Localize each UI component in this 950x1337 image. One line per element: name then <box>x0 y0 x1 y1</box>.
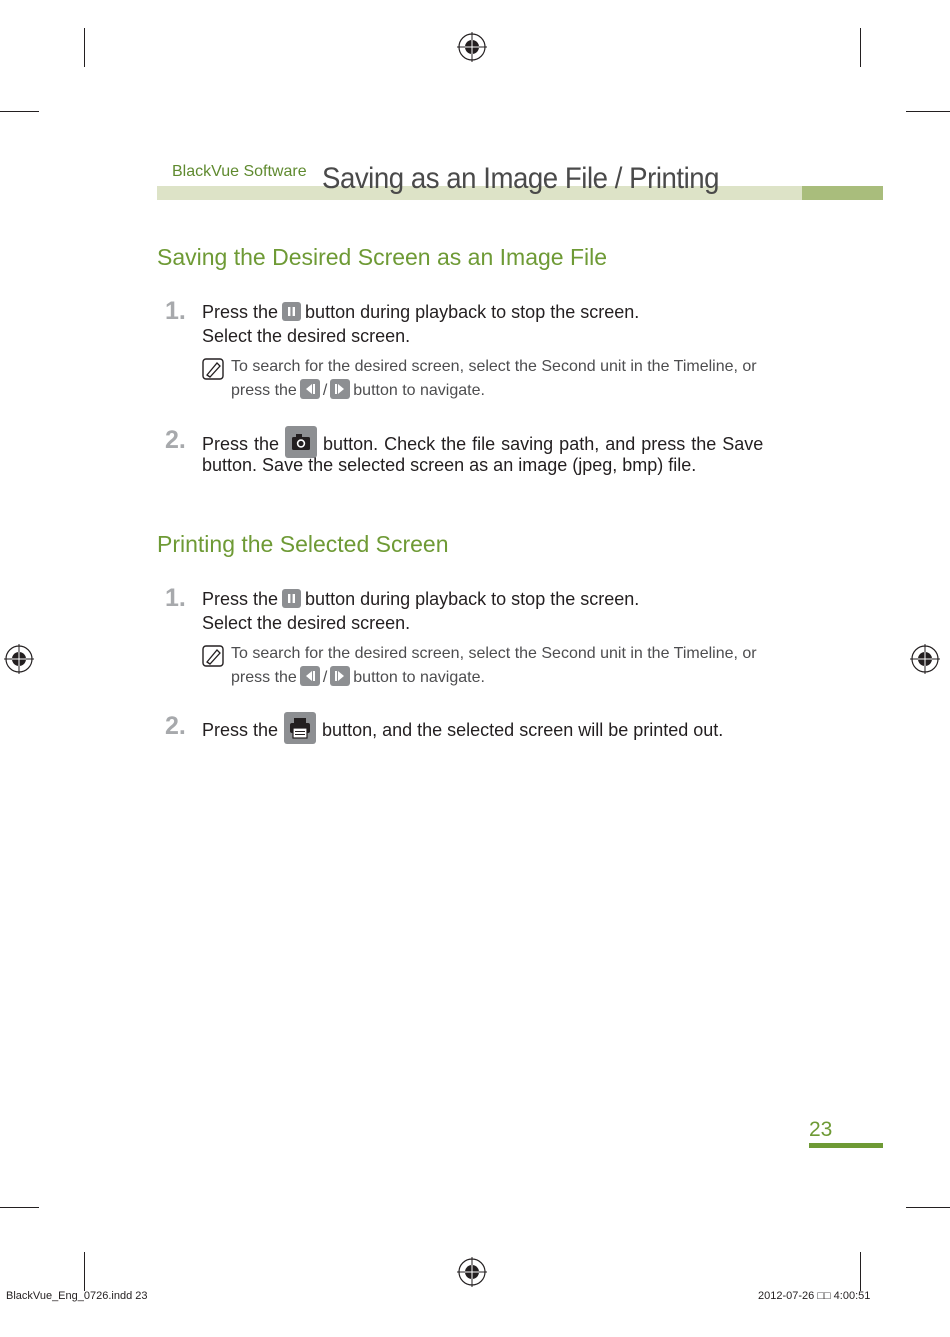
step-text-after: button during playback to stop the screen. <box>305 589 640 609</box>
page-number-bar <box>809 1143 883 1148</box>
crop-mark <box>0 111 39 112</box>
note-text-after: button to navigate. <box>353 669 485 686</box>
registration-mark-icon <box>910 644 940 674</box>
note-icon <box>202 358 224 380</box>
registration-mark-icon <box>457 32 487 62</box>
step-number: 1. <box>165 584 186 612</box>
step-number: 2. <box>165 712 186 740</box>
footer-file-info: BlackVue_Eng_0726.indd 23 <box>6 1290 148 1302</box>
step-text <box>202 587 639 611</box>
pause-icon <box>282 589 301 608</box>
note-slash: / <box>322 669 328 686</box>
note-text: To search for the desired screen, select the Second unit in the Timeline, or <box>231 645 757 662</box>
note-text-after: button to navigate. <box>353 382 485 399</box>
step-text-before: Press the <box>202 433 280 454</box>
step-number: 2. <box>165 426 186 454</box>
step-text-after: button, and the selected screen will be printed out. <box>322 719 724 740</box>
section-label: BlackVue Software <box>172 163 307 180</box>
registration-mark-icon <box>4 644 34 674</box>
registration-mark-icon <box>457 1257 487 1287</box>
note-text: To search for the desired screen, select the Second unit in the Timeline, or <box>231 358 757 375</box>
page-title: Saving as an Image File / Printing <box>322 162 720 195</box>
note-slash: / <box>322 382 328 399</box>
step-text <box>202 715 723 747</box>
section-heading: Saving the Desired Screen as an Image File <box>157 244 608 270</box>
step-forward-icon <box>330 379 350 399</box>
crop-mark <box>0 1207 39 1208</box>
step-text: button. Save the selected screen as an image (jpeg, bmp) file. <box>202 455 697 475</box>
note-icon <box>202 645 224 667</box>
page-number: 23 <box>809 1118 833 1141</box>
step-text-before: Press the <box>202 302 279 322</box>
note-text-before: press the <box>231 382 297 399</box>
crop-mark <box>84 1252 85 1291</box>
header-bar-accent <box>802 186 883 200</box>
note-text-before: press the <box>231 669 297 686</box>
step-forward-icon <box>330 666 350 686</box>
pause-icon <box>282 302 301 321</box>
crop-mark <box>906 1207 950 1208</box>
step-back-icon <box>300 379 320 399</box>
crop-mark <box>860 28 861 67</box>
footer-timestamp: 2012-07-26 □□ 4:00:51 <box>758 1290 871 1302</box>
note-text <box>231 666 485 689</box>
step-text-after: button. Check the file saving path, and press the Save <box>323 433 764 454</box>
crop-mark <box>860 1252 861 1291</box>
step-text <box>202 300 639 324</box>
step-text-after: button during playback to stop the screen. <box>305 302 640 322</box>
printer-icon <box>284 712 316 744</box>
crop-mark <box>906 111 950 112</box>
crop-mark <box>84 28 85 67</box>
step-text: Select the desired screen. <box>202 613 411 633</box>
step-text-before: Press the <box>202 589 279 609</box>
note-text <box>231 379 485 402</box>
step-number: 1. <box>165 297 186 325</box>
step-text: Select the desired screen. <box>202 326 411 346</box>
section-heading: Printing the Selected Screen <box>157 531 449 557</box>
step-text-before: Press the <box>202 719 279 740</box>
step-back-icon <box>300 666 320 686</box>
